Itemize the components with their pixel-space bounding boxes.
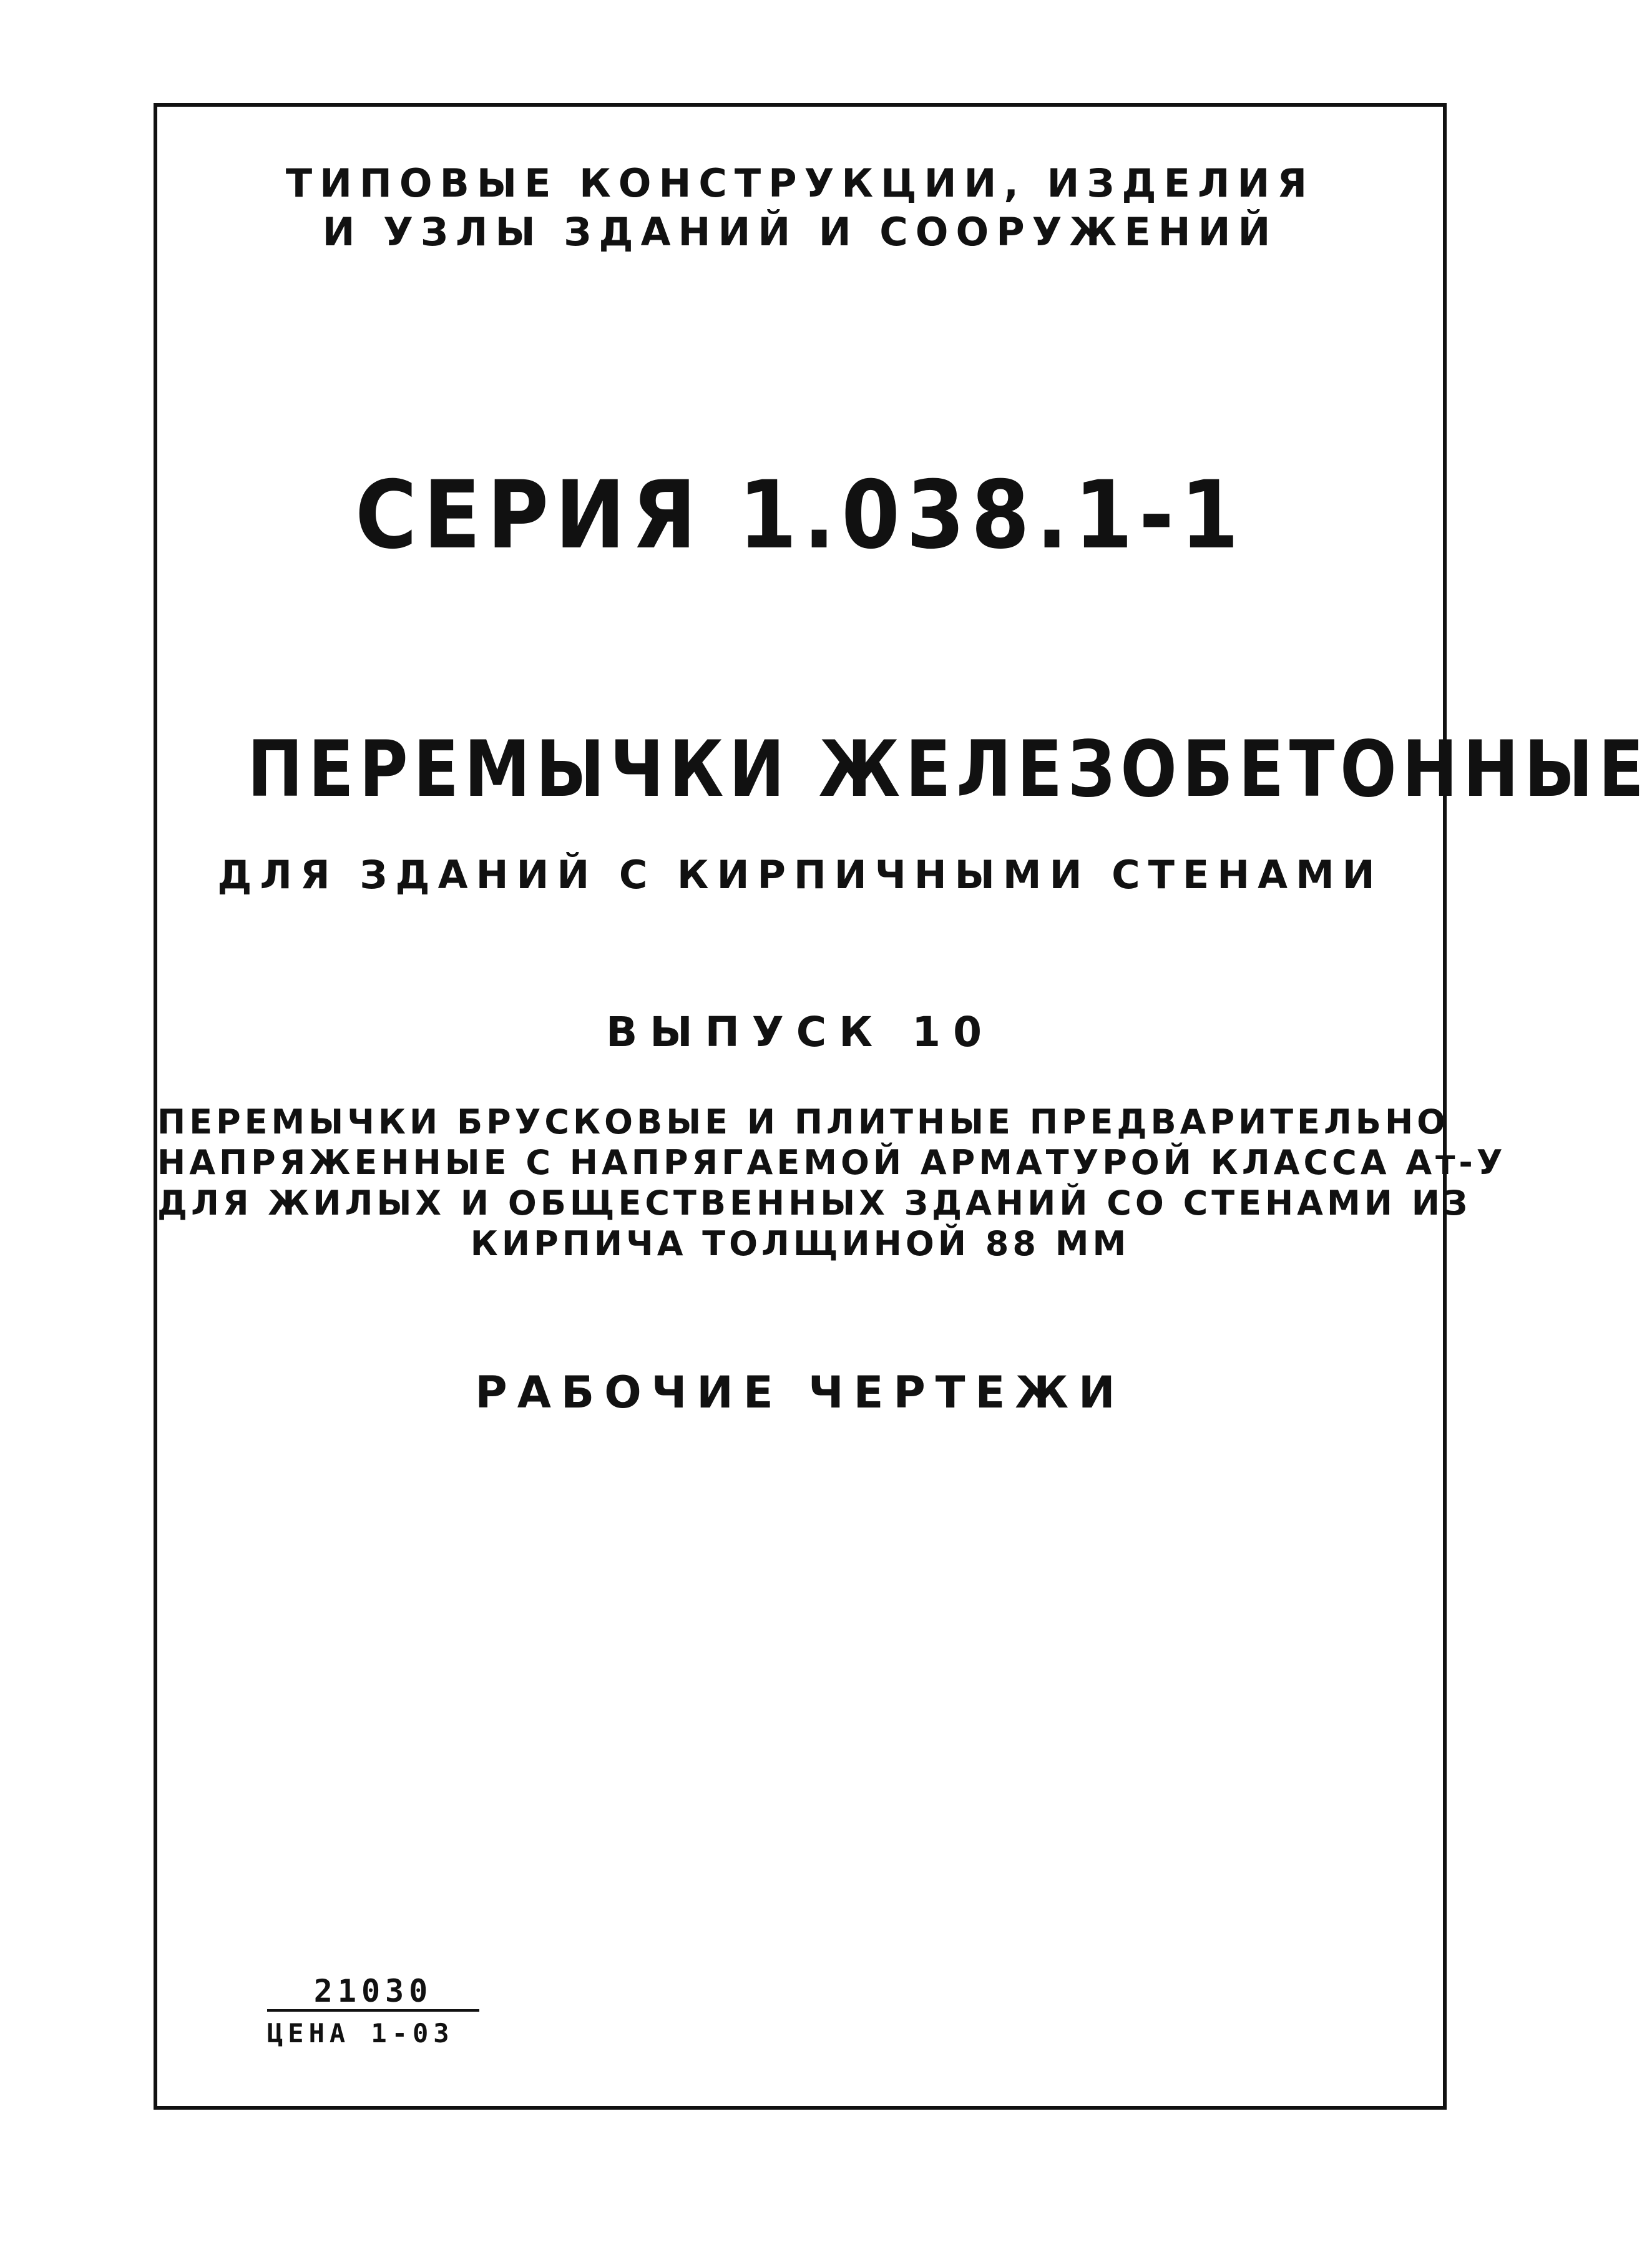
series-title: СЕРИЯ 1.038.1-1	[355, 461, 1245, 570]
issue-number: ВЫПУСК 10	[605, 1008, 995, 1056]
document-subtitle: ДЛЯ ЗДАНИЙ С КИРПИЧНЫМИ СТЕНАМИ	[217, 852, 1383, 898]
document-title: ПЕРЕМЫЧКИ ЖЕЛЕЗОБЕТОННЫЕ	[247, 725, 1650, 815]
stamp-divider	[267, 2009, 479, 2012]
description-line-2: НАПРЯЖЕННЫЕ С НАПРЯГАЕМОЙ АРМАТУРОЙ КЛАССА Ат-У	[157, 1143, 1507, 1182]
header-line-2: И УЗЛЫ ЗДАНИЙ И СООРУЖЕНИЙ	[322, 209, 1278, 255]
document-frame	[154, 103, 1650, 2110]
stamp-price: ЦЕНА 1-03	[267, 2018, 454, 2049]
description-line-3: ДЛЯ ЖИЛЫХ И ОБЩЕСТВЕННЫХ ЗДАНИЙ СО СТЕНАМИ ИЗ	[157, 1183, 1472, 1223]
description-line-1: ПЕРЕМЫЧКИ БРУСКОВЫЕ И ПЛИТНЫЕ ПРЕДВАРИТЕЛЬНО	[157, 1102, 1450, 1142]
working-drawings-label: РАБОЧИЕ ЧЕРТЕЖИ	[475, 1367, 1125, 1418]
description-line-4: КИРПИЧА ТОЛЩИНОЙ 88 ММ	[470, 1224, 1130, 1263]
header-line-1: ТИПОВЫЕ КОНСТРУКЦИИ, ИЗДЕЛИЯ	[285, 160, 1315, 206]
price-stamp	[267, 1973, 479, 2060]
stamp-number: 21030	[313, 1973, 433, 2009]
